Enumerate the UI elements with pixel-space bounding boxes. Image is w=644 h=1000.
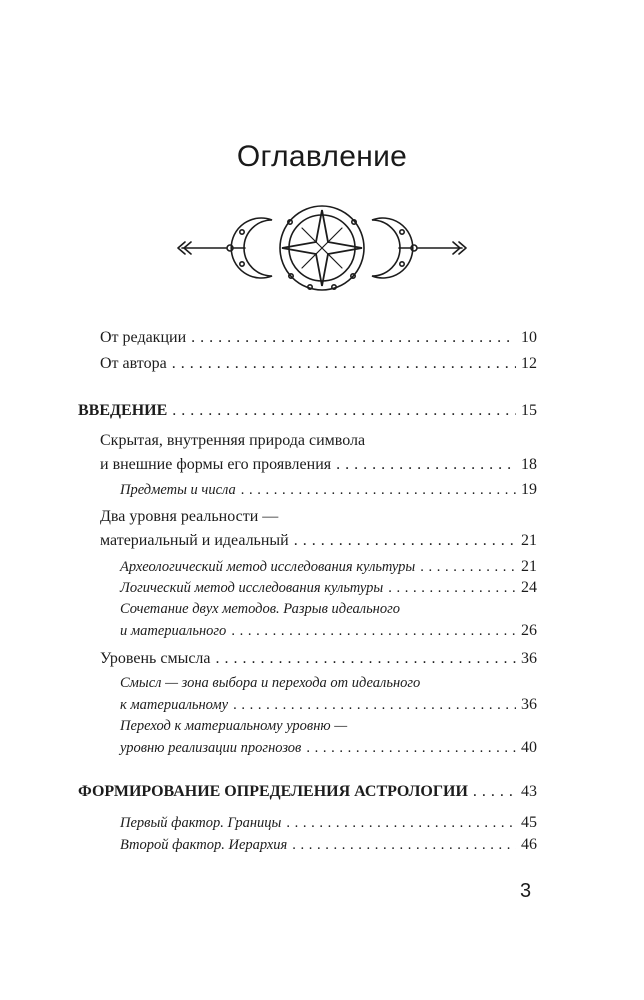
leader-dots [473, 783, 516, 801]
leader-dots [233, 697, 516, 714]
toc-entry-second-factor[interactable] [120, 836, 537, 854]
toc-entry-combination[interactable] [120, 622, 537, 640]
toc-entry-astrology-definition[interactable] [78, 783, 537, 801]
toc-label: ФОРМИРОВАНИЕ ОПРЕДЕЛЕНИЯ АСТРОЛОГИИ [78, 783, 468, 800]
toc-label: и материального [120, 623, 227, 639]
toc-entry-meaning-zone[interactable] [120, 696, 537, 714]
toc-label: Первый фактор. Границы [120, 815, 282, 831]
page-title: Оглавление [236, 140, 408, 173]
toc-label: к материальному [120, 697, 229, 713]
toc-label: Археологический метод исследования культуры [120, 559, 416, 575]
leader-dots [306, 740, 516, 757]
toc-page: 36 [521, 650, 537, 667]
toc-page: 43 [521, 783, 537, 800]
toc-entry-introduction[interactable] [78, 402, 537, 420]
toc-label: От автора [100, 355, 167, 372]
toc-label-line1: Скрытая, внутренняя природа символа [100, 432, 366, 449]
toc-page: 15 [521, 402, 537, 419]
celestial-star-moons-icon [170, 200, 474, 300]
toc-page: 46 [521, 836, 537, 853]
toc-entry-author[interactable] [100, 355, 537, 373]
toc-label: уровню реализации прогнозов [120, 740, 302, 756]
toc-entry-transition[interactable] [120, 739, 537, 757]
toc-label-line1: Сочетание двух методов. Разрыв идеального [120, 601, 401, 617]
toc-label-line1: Переход к материальному уровню — [120, 718, 348, 734]
toc-entry-editorial[interactable] [100, 329, 537, 347]
leader-dots [172, 402, 516, 420]
leader-dots [292, 837, 516, 854]
leader-dots [388, 580, 516, 597]
leader-dots [216, 650, 516, 668]
toc-page: 12 [521, 355, 537, 372]
toc-page: 21 [521, 532, 537, 549]
toc-entry-two-levels[interactable] [100, 532, 537, 550]
toc-page: 10 [521, 329, 537, 346]
leader-dots [420, 559, 516, 576]
leader-dots [241, 482, 516, 499]
leader-dots [286, 815, 516, 832]
toc-label: и внешние формы его проявления [100, 456, 332, 473]
toc-label: От редакции [100, 329, 187, 346]
toc-entry-logical[interactable] [120, 579, 537, 597]
toc-label: Предметы и числа [120, 482, 236, 498]
toc-page: 21 [521, 558, 537, 575]
toc-page: 19 [521, 481, 537, 498]
toc-label: Второй фактор. Иерархия [120, 837, 288, 853]
leader-dots [191, 329, 516, 347]
leader-dots [336, 456, 516, 474]
toc-page: 26 [521, 622, 537, 639]
toc-entry-hidden-nature[interactable] [100, 456, 537, 474]
toc-label: Логический метод исследования культуры [120, 580, 384, 596]
toc-page: 45 [521, 814, 537, 831]
toc-entry-objects-numbers[interactable] [120, 481, 537, 499]
leader-dots [231, 623, 516, 640]
toc-page: 36 [521, 696, 537, 713]
toc-page: 40 [521, 739, 537, 756]
toc-label-line1: Смысл — зона выбора и перехода от идеального [120, 675, 421, 691]
toc-entry-first-factor[interactable] [120, 814, 537, 832]
toc-entry-archaeological[interactable] [120, 558, 537, 576]
toc-label: материальный и идеальный [100, 532, 289, 549]
toc-label: Уровень смысла [100, 650, 211, 667]
leader-dots [172, 355, 516, 373]
toc-label: ВВЕДЕНИЕ [78, 402, 168, 419]
toc-label-line1: Два уровня реальности — [100, 508, 279, 525]
toc-entry-meaning-level[interactable] [100, 650, 537, 668]
leader-dots [294, 532, 516, 550]
toc-page: 18 [521, 456, 537, 473]
page-number: 3 [520, 880, 532, 902]
toc-page: 24 [521, 579, 537, 596]
